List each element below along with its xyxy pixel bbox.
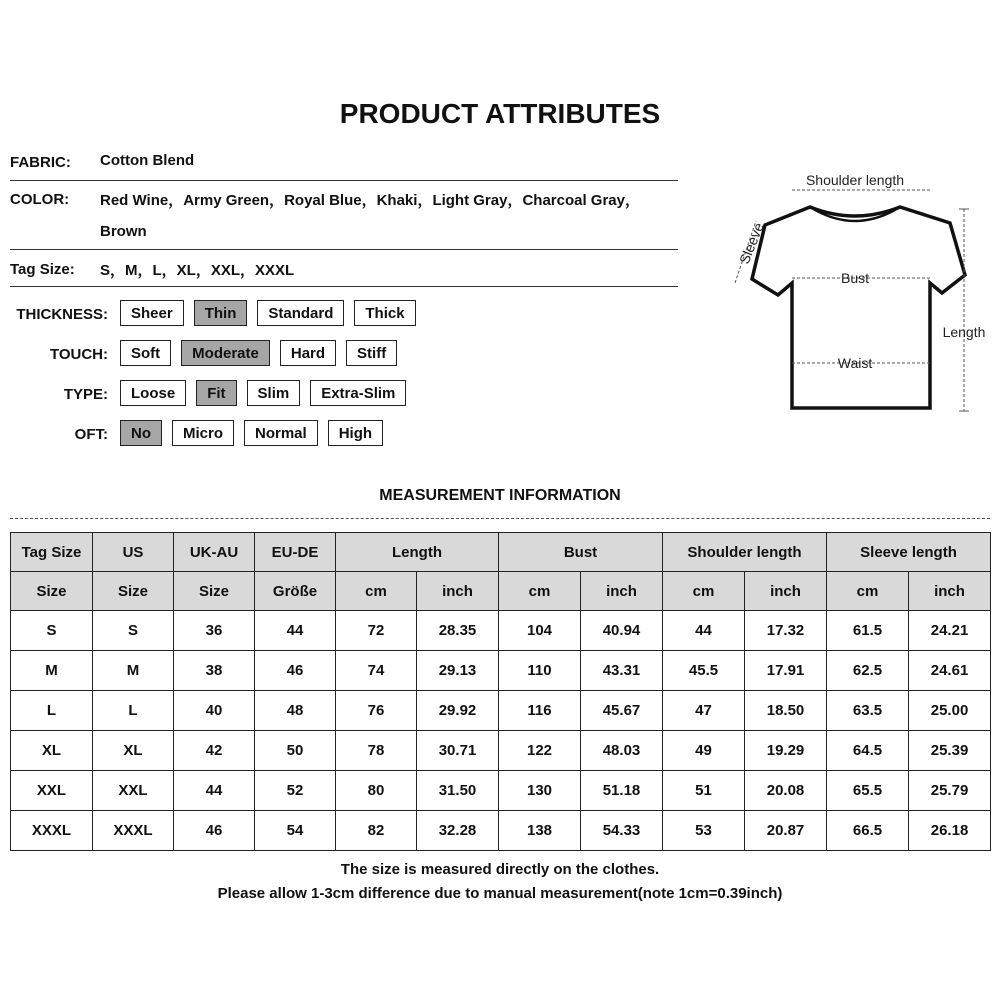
table-cell: 31.50 [417, 771, 499, 811]
option-chip-thick: Thick [354, 300, 415, 326]
table-cell: 76 [336, 691, 417, 731]
table-row [11, 651, 991, 691]
table-cell: 45.67 [581, 691, 663, 731]
table-cell: 62.5 [827, 651, 909, 691]
option-label: TOUCH: [49, 346, 108, 363]
shirt-diagram [720, 165, 1000, 425]
table-cell: 122 [499, 731, 581, 771]
color-value-line2: Brown [100, 223, 147, 240]
table-cell: 26.18 [909, 811, 991, 851]
table-row [11, 731, 991, 771]
table-cell: 29.13 [417, 651, 499, 691]
table-cell: 78 [336, 731, 417, 771]
table-cell: 48 [255, 691, 336, 731]
table-cell: 130 [499, 771, 581, 811]
table-cell: XXL [11, 771, 93, 811]
table-header-cell: US [93, 533, 174, 572]
option-chip-loose: Loose [120, 380, 186, 406]
table-cell: S [11, 611, 93, 651]
table-cell: 80 [336, 771, 417, 811]
table-cell: L [93, 691, 174, 731]
option-label: OFT: [74, 426, 108, 443]
table-cell: XXXL [93, 811, 174, 851]
table-subheader-cell: inch [417, 572, 499, 611]
table-cell: 25.39 [909, 731, 991, 771]
divider [10, 286, 678, 287]
table-cell: 66.5 [827, 811, 909, 851]
table-cell: 52 [255, 771, 336, 811]
table-header-row [11, 533, 991, 572]
table-subheader-cell: cm [499, 572, 581, 611]
option-chip-high: High [328, 420, 383, 446]
option-chip-soft: Soft [120, 340, 171, 366]
table-cell: 46 [174, 811, 255, 851]
table-subheader-cell: cm [827, 572, 909, 611]
table-cell: 36 [174, 611, 255, 651]
table-cell: 44 [255, 611, 336, 651]
table-cell: 17.91 [745, 651, 827, 691]
table-cell: 110 [499, 651, 581, 691]
table-cell: 54 [255, 811, 336, 851]
option-chip-moderate: Moderate [181, 340, 270, 366]
table-row [11, 691, 991, 731]
table-cell: 42 [174, 731, 255, 771]
table-row [11, 611, 991, 651]
option-row [120, 300, 416, 326]
shoulder-length-label: Shoulder length [805, 172, 905, 188]
table-cell: 48.03 [581, 731, 663, 771]
table-header-cell: Sleeve length [827, 533, 991, 572]
table-subheader-cell: cm [663, 572, 745, 611]
table-subheader-cell: Größe [255, 572, 336, 611]
option-label: TYPE: [63, 386, 108, 403]
table-cell: 40 [174, 691, 255, 731]
color-value-line1: Red Wine，Army Green，Royal Blue，Khaki，Light Gray，Charcoal Gray， [100, 192, 640, 209]
table-cell: 104 [499, 611, 581, 651]
note-line-1: The size is measured directly on the clothes. [340, 861, 660, 878]
table-subheader-cell: Size [93, 572, 174, 611]
table-cell: 63.5 [827, 691, 909, 731]
table-cell: 43.31 [581, 651, 663, 691]
table-header-cell: Length [336, 533, 499, 572]
table-cell: 18.50 [745, 691, 827, 731]
color-label: COLOR: [10, 191, 70, 208]
option-chip-hard: Hard [280, 340, 336, 366]
table-cell: XXL [93, 771, 174, 811]
length-label: Length [942, 324, 986, 340]
table-header-cell: EU-DE [255, 533, 336, 572]
table-cell: 116 [499, 691, 581, 731]
table-cell: 64.5 [827, 731, 909, 771]
table-cell: 24.61 [909, 651, 991, 691]
table-cell: 51.18 [581, 771, 663, 811]
waist-label: Waist [837, 355, 873, 371]
table-cell: 74 [336, 651, 417, 691]
fabric-label: FABRIC: [10, 154, 71, 171]
table-cell: 25.00 [909, 691, 991, 731]
table-cell: 82 [336, 811, 417, 851]
table-cell: 40.94 [581, 611, 663, 651]
table-cell: 49 [663, 731, 745, 771]
option-chip-extra-slim: Extra-Slim [310, 380, 406, 406]
table-cell: S [93, 611, 174, 651]
table-cell: 30.71 [417, 731, 499, 771]
table-row [11, 811, 991, 851]
option-label: THICKNESS: [16, 306, 108, 323]
table-cell: 19.29 [745, 731, 827, 771]
option-chip-thin: Thin [194, 300, 248, 326]
table-cell: 20.08 [745, 771, 827, 811]
option-row [120, 340, 397, 366]
option-chip-slim: Slim [247, 380, 301, 406]
table-cell: 32.28 [417, 811, 499, 851]
table-cell: 47 [663, 691, 745, 731]
table-cell: 20.87 [745, 811, 827, 851]
tag-size-label: Tag Size: [10, 261, 75, 278]
table-subheader-cell: inch [581, 572, 663, 611]
measurement-title: MEASUREMENT INFORMATION [379, 487, 621, 504]
table-cell: 138 [499, 811, 581, 851]
table-cell: 28.35 [417, 611, 499, 651]
table-cell: 44 [174, 771, 255, 811]
table-cell: 50 [255, 731, 336, 771]
table-subheader-cell: Size [11, 572, 93, 611]
table-cell: M [11, 651, 93, 691]
table-subheader-cell: inch [909, 572, 991, 611]
option-chip-micro: Micro [172, 420, 234, 446]
bust-label: Bust [840, 270, 870, 286]
option-chip-standard: Standard [257, 300, 344, 326]
table-cell: 45.5 [663, 651, 745, 691]
note-line-2: Please allow 1-3cm difference due to manual measurement(note 1cm=0.39inch) [217, 885, 783, 902]
dashed-divider [10, 518, 990, 519]
table-subheader-row [11, 572, 991, 611]
tag-size-value: S，M，L，XL，XXL，XXXL [100, 262, 295, 279]
divider [10, 180, 678, 181]
shirt-outline [752, 207, 965, 408]
option-chip-normal: Normal [244, 420, 318, 446]
table-cell: 24.21 [909, 611, 991, 651]
table-cell: 54.33 [581, 811, 663, 851]
table-cell: 44 [663, 611, 745, 651]
table-cell: 51 [663, 771, 745, 811]
table-cell: 46 [255, 651, 336, 691]
table-cell: 29.92 [417, 691, 499, 731]
table-cell: XL [93, 731, 174, 771]
size-table [10, 532, 991, 851]
table-cell: 38 [174, 651, 255, 691]
table-subheader-cell: Size [174, 572, 255, 611]
table-subheader-cell: inch [745, 572, 827, 611]
table-cell: XXXL [11, 811, 93, 851]
table-cell: 72 [336, 611, 417, 651]
table-cell: XL [11, 731, 93, 771]
table-cell: L [11, 691, 93, 731]
table-cell: 53 [663, 811, 745, 851]
table-row [11, 771, 991, 811]
table-cell: 61.5 [827, 611, 909, 651]
table-cell: M [93, 651, 174, 691]
page-title: PRODUCT ATTRIBUTES [339, 98, 661, 129]
table-header-cell: UK-AU [174, 533, 255, 572]
divider [10, 249, 678, 250]
fabric-value: Cotton Blend [100, 152, 195, 169]
option-chip-fit: Fit [196, 380, 236, 406]
table-subheader-cell: cm [336, 572, 417, 611]
table-cell: 17.32 [745, 611, 827, 651]
table-header-cell: Bust [499, 533, 663, 572]
option-row [120, 420, 383, 446]
shirt-collar [810, 207, 900, 221]
table-cell: 25.79 [909, 771, 991, 811]
table-header-cell: Shoulder length [663, 533, 827, 572]
sleeve-label: Sleeve [735, 220, 767, 267]
table-header-cell: Tag Size [11, 533, 93, 572]
table-cell: 65.5 [827, 771, 909, 811]
option-chip-no: No [120, 420, 162, 446]
option-chip-sheer: Sheer [120, 300, 184, 326]
option-chip-stiff: Stiff [346, 340, 397, 366]
option-row [120, 380, 406, 406]
